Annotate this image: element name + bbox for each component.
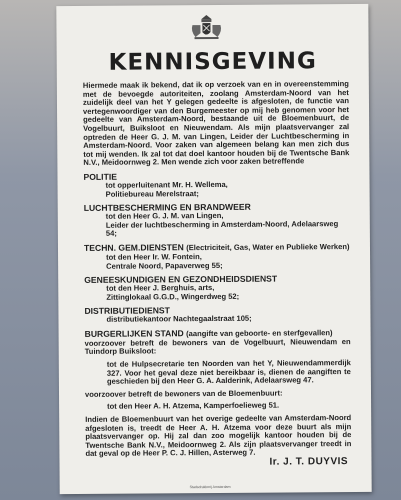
intro-paragraph: Hiermede maak ik bekend, dat ik op verzoek van en in overeenstemming met de bevoegde autoriteiten, zoolang Amsterdam-Noord van het zuidelijk deel van het Y gelegen gedeelte is afgesloten, de functie van vertegenwoordiger van den Burgemeester op mij heb genomen voor het gedeelte van Amsterdam-Noord, bestaande uit de Bloemenbuurt, de Vogelbuurt, Buiksloot en Nieuwendam. Als mijn plaatsvervanger zal optreden de Heer G. J. M. van Lingen, Leider der Luchtbescherming in Amsterdam-Noord. Voor zaken van algemeen belang kan men zich dus tot mij wenden. Ik zal tot dat doel kantoor houden bij de Twentsche Bank N.V., Meidoornweg 2. Men wende zich voor zaken betreffende xyxy=(82,79,350,168)
politie-line-1: tot opperluitenant Mr. H. Wellema, xyxy=(105,179,228,190)
techn-heading-suffix: (Electriciteit, Gas, Water en Publieke Werken) xyxy=(186,241,350,253)
atzema-line: tot den Heer A. H. Atzema, Kamperfoelieweg 51. xyxy=(107,400,280,412)
bloemenbuurt-intro: voorzoover betreft de bewoners van de Bloemenbuurt: xyxy=(84,388,283,399)
lucht-line-1: tot den Heer G. J. M. van Lingen, xyxy=(105,211,224,221)
techn-heading-main: TECHN. GEM.DIENSTEN xyxy=(83,242,184,253)
techn-line-1: tot den Heer Ir. W. Fontein, xyxy=(106,251,202,262)
techn-line-2: Centrale Noord, Papaverweg 55; xyxy=(106,260,223,271)
burgerlijk-line-1: voorzoover betreft de bewoners van de Vogelbuurt, Nieuwendam en Tuindorp Buiksloot: xyxy=(84,336,351,357)
section-distributie-heading: DISTRIBUTIEDIENST xyxy=(84,305,170,317)
notice-body xyxy=(83,80,352,459)
genees-line-1: tot den Heer J. Berghuis, arts, xyxy=(106,283,215,293)
lucht-line-2: Leider der luchtbescherming in Amsterdam-Noord, Adelaarsweg 54; xyxy=(105,218,339,239)
politie-line-2: Politiebureau Merelstraat; xyxy=(105,188,199,199)
section-politie-heading: POLITIE xyxy=(83,171,117,182)
closing-paragraph: Indien de Bloemenbuurt van het overige gedeelte van Amsterdam-Noord afgesloten is, treedt de Heer A. H. Atzema voor deze buurt als mijn plaatsvervanger op. Hij zal dan zoo mogelijk kantoor houden bij de Twentsche Bank N.V., Meidoornweg 2. Als zijn plaatsvervanger treedt in dat geval op de Heer P. C. J. Hillen, Asterweg 7. xyxy=(85,413,352,459)
section-geneeskundigen-heading: GENEESKUNDIGEN EN GEZONDHEIDSDIENST xyxy=(84,273,278,286)
notice-poster xyxy=(56,4,371,494)
distributie-line-1: distributiekantoor Nachtegaalstraat 105; xyxy=(106,314,252,325)
burgerlijk-heading-main: BURGERLIJKEN STAND xyxy=(84,328,184,339)
genees-line-2: Zittinglokaal G.G.D., Wingerdweg 52; xyxy=(106,291,240,302)
poster-title: KENNISGEVING xyxy=(108,48,317,76)
printer-imprint: Stadsdrukkerij Amsterdam xyxy=(189,484,231,490)
signature: Ir. J. T. DUYVIS xyxy=(269,456,349,468)
hulpsecretarie-paragraph: tot de Hulpsecretarie ten Noorden van het Y, Nieuwendammerdijk 327. Voor het geval deze niet bereikbaar is, dienen de aangiften te geschieden bij den Heer G. A. Aalderink, Adelaarsweg 47. xyxy=(106,358,351,387)
burgerlijk-heading-suffix: (aangifte van geboorte- en sterfgevallen) xyxy=(186,328,333,339)
coat-of-arms-icon xyxy=(188,15,224,41)
section-luchtbescherming-heading: LUCHTBESCHERMING EN BRANDWEER xyxy=(83,201,251,214)
